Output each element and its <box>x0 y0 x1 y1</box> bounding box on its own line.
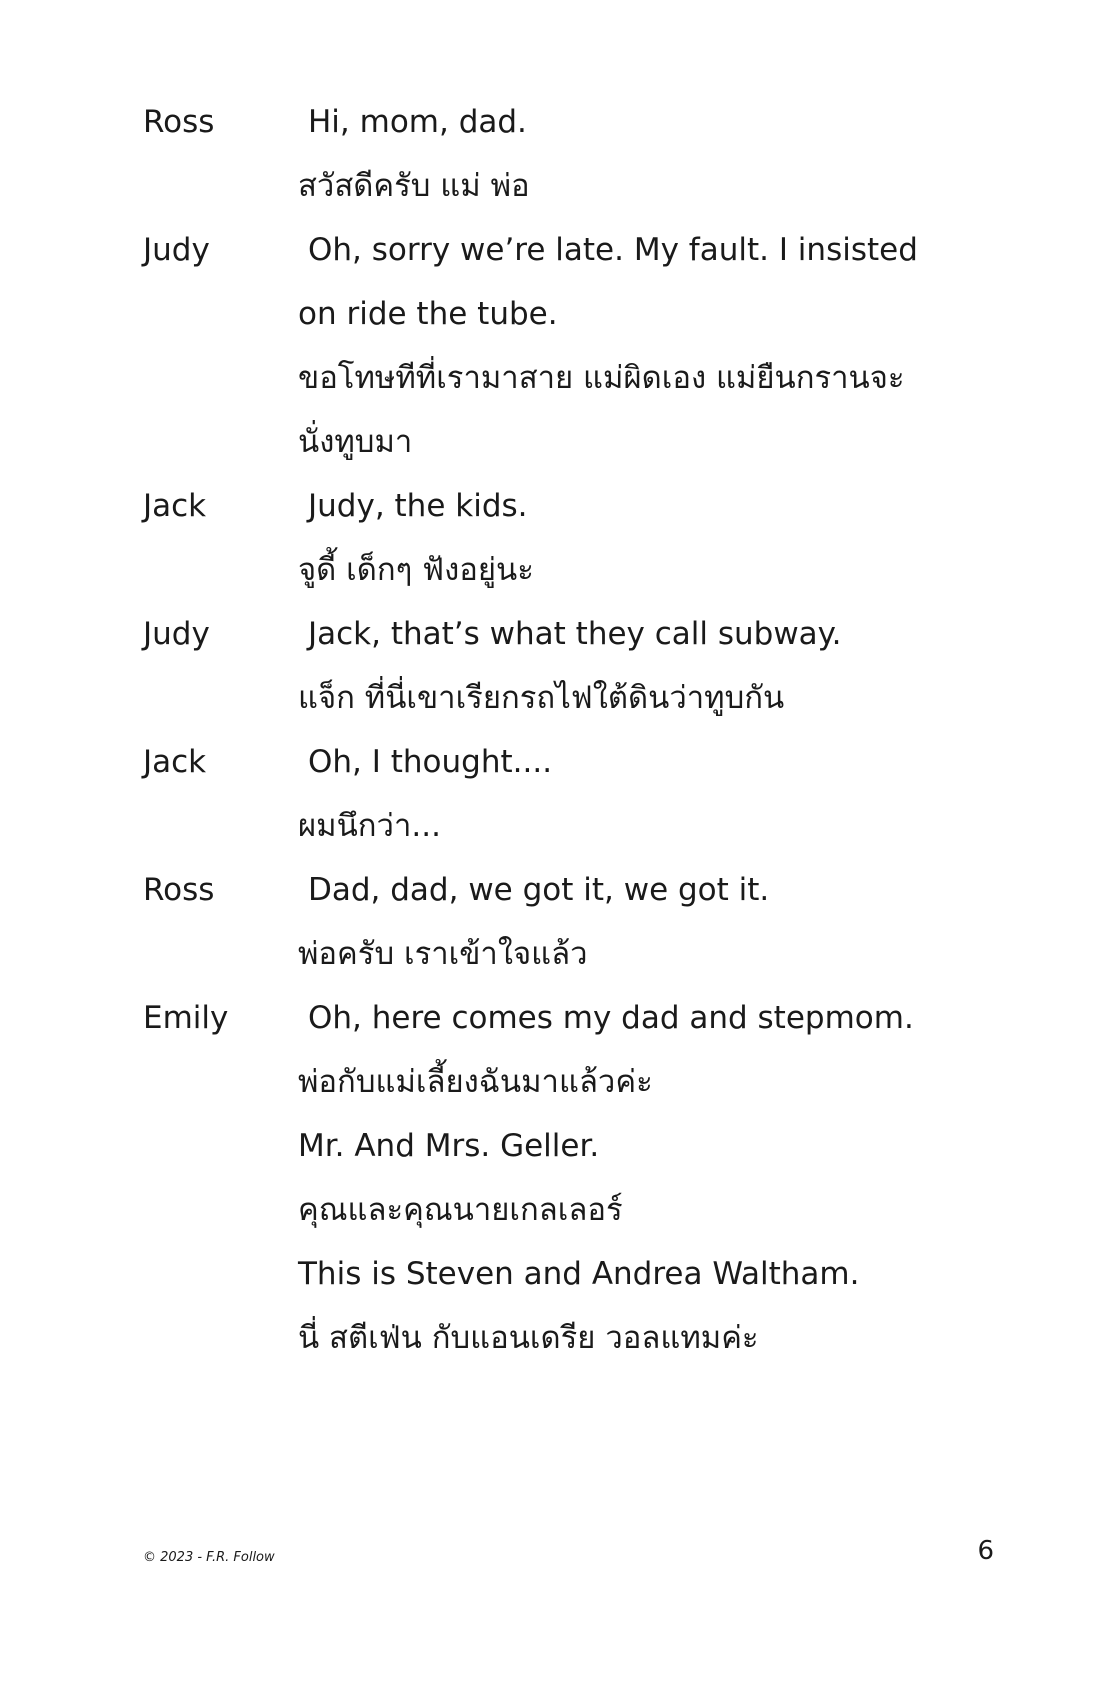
speaker-name: Jack <box>143 488 207 524</box>
dialogue-line-translation: นี่ สตีเฟ่น กับแอนเดรีย วอลแทมค่ะ <box>298 1320 759 1356</box>
dialogue-line-translation: จูดี้ เด็กๆ ฟังอยู่นะ <box>298 552 534 588</box>
dialogue-line: Oh, sorry we’re late. My fault. I insisted <box>308 232 918 268</box>
dialogue-line: on ride the tube. <box>298 296 558 332</box>
dialogue-line-translation: ขอโทษทีที่เรามาสาย แม่ผิดเอง แม่ยืนกรานจะ <box>298 360 905 396</box>
dialogue-line: Mr. And Mrs. Geller. <box>298 1128 600 1164</box>
copyright-notice: © 2023 - F.R. Follow <box>143 1550 275 1565</box>
dialogue-line-translation: พ่อกับแม่เลี้ยงฉันมาแล้วค่ะ <box>298 1064 653 1100</box>
speaker-name: Emily <box>143 1000 229 1036</box>
speaker-name: Ross <box>143 104 215 140</box>
dialogue-line-translation: สวัสดีครับ แม่ พ่อ <box>298 168 530 204</box>
page-number: 6 <box>977 1536 994 1566</box>
speaker-name: Judy <box>143 616 210 652</box>
dialogue-line-translation: พ่อครับ เราเข้าใจแล้ว <box>298 936 588 972</box>
dialogue-line-translation: แจ็ก ที่นี่เขาเรียกรถไฟใต้ดินว่าทูบกัน <box>298 680 785 716</box>
speaker-name: Ross <box>143 872 215 908</box>
dialogue-line-translation: ผมนึกว่า... <box>298 808 441 844</box>
dialogue-line-translation: นั่งทูบมา <box>298 424 413 460</box>
dialogue-line: Jack, that’s what they call subway. <box>308 616 842 652</box>
dialogue-line-translation: คุณและคุณนายเกลเลอร์ <box>298 1192 623 1228</box>
speaker-name: Judy <box>143 232 210 268</box>
dialogue-line: Oh, I thought.... <box>308 744 553 780</box>
dialogue-line: This is Steven and Andrea Waltham. <box>298 1256 860 1292</box>
speaker-name: Jack <box>143 744 207 780</box>
dialogue-line: Judy, the kids. <box>308 488 528 524</box>
dialogue-line: Hi, mom, dad. <box>308 104 527 140</box>
dialogue-line: Oh, here comes my dad and stepmom. <box>308 1000 914 1036</box>
dialogue-line: Dad, dad, we got it, we got it. <box>308 872 770 908</box>
